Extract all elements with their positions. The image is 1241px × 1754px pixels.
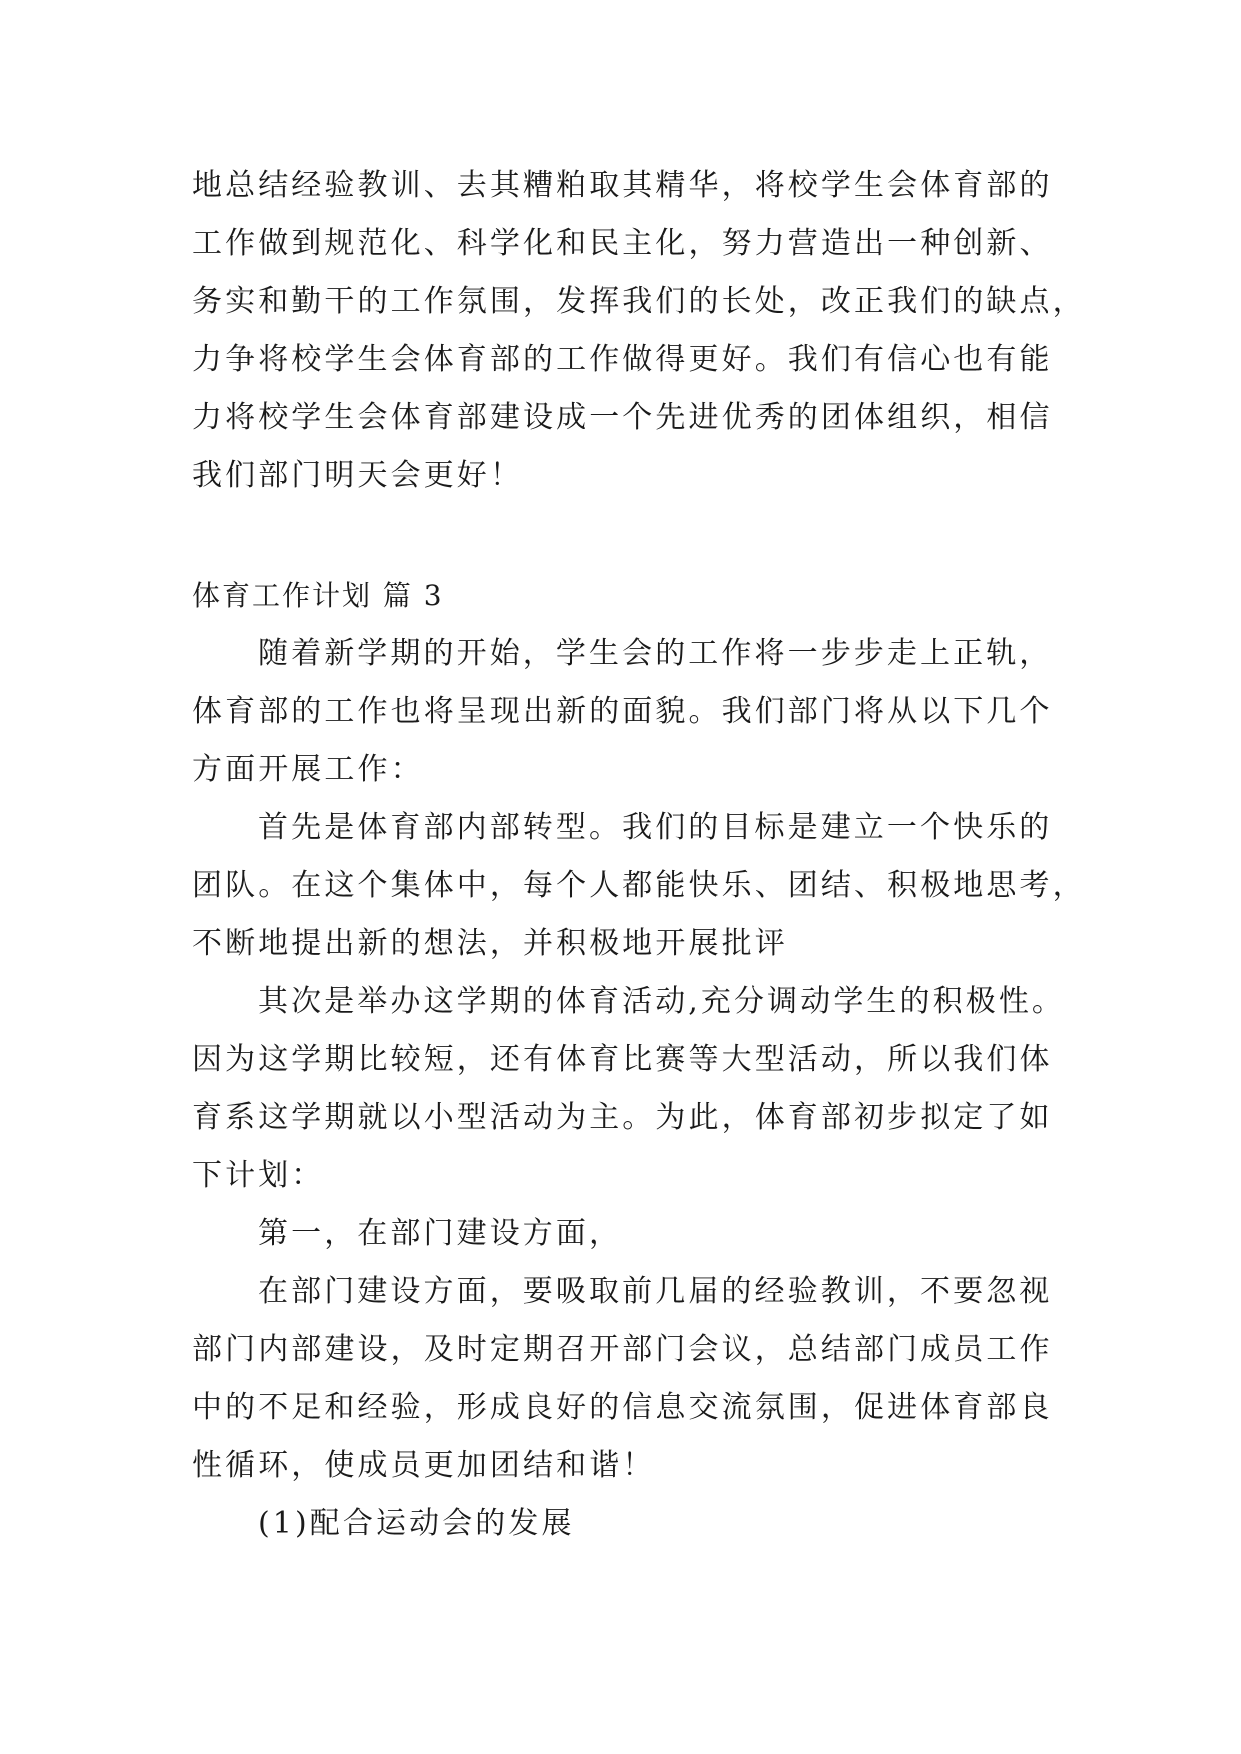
paragraph-line: 地总结经验教训、去其糟粕取其精华，将校学生会体育部的 <box>192 168 1053 203</box>
paragraph-line: 力争将校学生会体育部的工作做得更好。我们有信心也有能 <box>192 342 1053 377</box>
paragraph-line: 力将校学生会体育部建设成一个先进优秀的团体组织，相信 <box>192 400 1053 435</box>
paragraph-line: 体育部的工作也将呈现出新的面貌。我们部门将从以下几个 <box>192 694 1053 729</box>
paragraph-line: (1)配合运动会的发展 <box>258 1506 575 1541</box>
paragraph-line: 我们部门明天会更好！ <box>192 458 523 493</box>
paragraph-line: 不断地提出新的想法，并积极地开展批评 <box>192 926 788 961</box>
paragraph-line: 育系这学期就以小型活动为主。为此，体育部初步拟定了如 <box>192 1100 1053 1135</box>
paragraph-line: 首先是体育部内部转型。我们的目标是建立一个快乐的 <box>258 810 1053 845</box>
paragraph-line: 部门内部建设，及时定期召开部门会议，总结部门成员工作 <box>192 1332 1053 1367</box>
paragraph-line: 性循环，使成员更加团结和谐！ <box>192 1448 656 1483</box>
paragraph-line: 团队。在这个集体中，每个人都能快乐、团结、积极地思考， <box>192 868 1086 903</box>
paragraph-line: 方面开展工作： <box>192 752 424 787</box>
section-heading: 体育工作计划 篇 3 <box>192 579 444 612</box>
paragraph-line: 务实和勤干的工作氛围，发挥我们的长处，改正我们的缺点， <box>192 284 1086 319</box>
paragraph-line: 工作做到规范化、科学化和民主化，努力营造出一种创新、 <box>192 226 1053 261</box>
paragraph-line: 因为这学期比较短，还有体育比赛等大型活动，所以我们体 <box>192 1042 1053 1077</box>
paragraph-line: 其次是举办这学期的体育活动,充分调动学生的积极性。 <box>258 984 1066 1019</box>
paragraph-line: 第一，在部门建设方面， <box>258 1216 623 1251</box>
paragraph-line: 在部门建设方面，要吸取前几届的经验教训，不要忽视 <box>258 1274 1053 1309</box>
paragraph-line: 随着新学期的开始，学生会的工作将一步步走上正轨， <box>258 636 1053 671</box>
paragraph-line: 下计划： <box>192 1158 325 1193</box>
paragraph-line: 中的不足和经验，形成良好的信息交流氛围，促进体育部良 <box>192 1390 1053 1425</box>
